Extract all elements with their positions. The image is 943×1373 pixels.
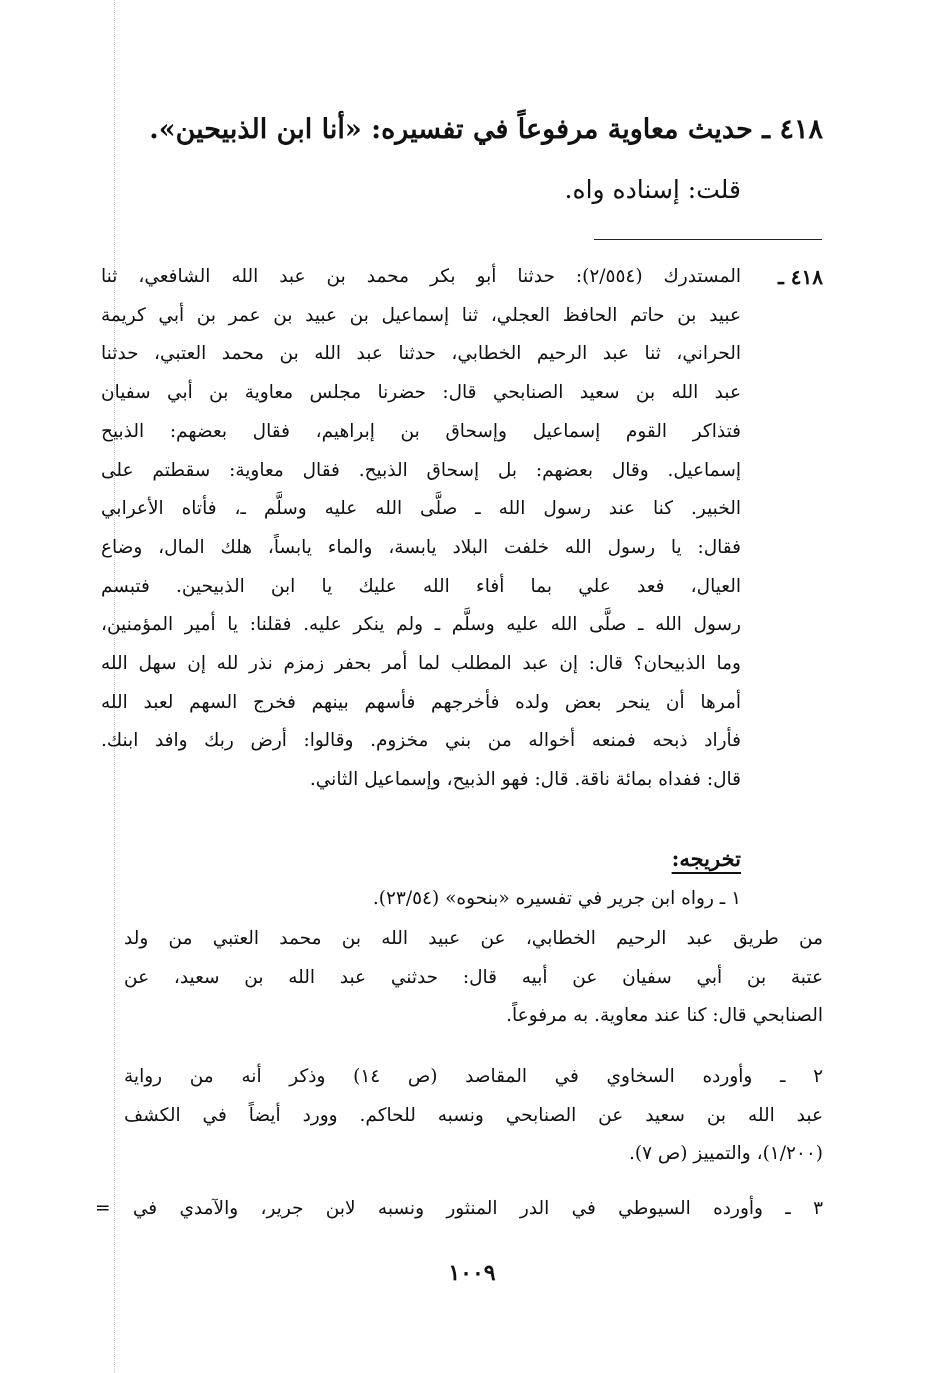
page-number: ١٠٠٩	[448, 1260, 496, 1286]
hadith-heading: ٤١٨ ـ حديث معاوية مرفوعاً في تفسيره: «أنا ابن الذبيحين».	[149, 114, 823, 145]
footnote-separator	[594, 239, 822, 240]
footnote-line: أمرها أن ينحر بعض ولده فأخرجهم فأسهم بينهم فخرج السهم لعبد الله	[101, 691, 741, 713]
footnote-line: فقال: يا رسول الله خلفت البلاد يابسة، والماء يابساً، هلك المال، وضاع	[101, 536, 741, 558]
footnote-line: وما الذبيحان؟ قال: إن عبد المطلب لما أمر بحفر زمزم نذر لله إن سهل الله	[101, 653, 741, 675]
footnote-line: فأراد ذبحه فمنعه أخواله من بني مخزوم. وقالوا: أرض ربك وافد ابنك.	[101, 730, 741, 752]
footnote-line: قال: ففداه بمائة ناقة. قال: فهو الذبيح، وإسماعيل الثاني.	[309, 769, 741, 791]
footnote-body	[101, 258, 741, 800]
takhrij-line: من طريق عبد الرحيم الخطابي، عن عبيد الله بن محمد العتبي من ولد	[124, 928, 823, 949]
takhrij-item-3	[95, 1190, 823, 1229]
takhrij-line: عتبة بن أبي سفيان عن أبيه قال: حدثني عبد الله بن سعيد، عن	[124, 966, 823, 988]
footnote-line: العيال، فعد علي بما أفاء الله عليك يا ابن الذبيحين. فتبسم	[101, 575, 741, 597]
takhrij-line: ٣ ـ وأورده السيوطي في الدر المنثور ونسبه لابن جرير، والآمدي في =	[95, 1198, 823, 1219]
footnote-line: فتذاكر القوم إسماعيل وإسحاق بن إبراهيم، فقال بعضهم: الذبيح	[101, 420, 741, 442]
takhrij-line: ١ ـ رواه ابن جرير في تفسيره «بنحوه» (٢٣/٥٤).	[372, 888, 741, 909]
takhrij-line: (١/٢٠٠)، والتمييز (ص ٧).	[628, 1143, 823, 1164]
footnote-line: عبد الله بن سعيد الصنابحي قال: حضرنا مجلس معاوية بن أبي سفيان	[101, 382, 741, 404]
footnote-line: إسماعيل. وقال بعضهم: بل إسحاق الذبيح. فقال معاوية: سقطتم على	[101, 459, 741, 481]
verdict-line: قلت: إسناده واه.	[564, 175, 741, 204]
footnote-line: عبيد بن حاتم الحافظ العجلي، ثنا إسماعيل بن عبيد بن عمر بن أبي كريمة	[101, 304, 741, 326]
takhrij-item-2	[124, 1058, 823, 1174]
footnote-number: ٤١٨ ـ	[777, 265, 823, 289]
takhrij-item-1-continued	[124, 920, 823, 1036]
takhrij-item-1	[124, 880, 741, 919]
takhrij-line: الصنابحي قال: كنا عند معاوية. به مرفوعاً.	[506, 1005, 823, 1026]
takhrij-title: تخريجه:	[671, 846, 741, 871]
footnote-line: الخبير. كنا عند رسول الله ـ صلَّى الله عليه وسلَّم ـ، فأتاه الأعرابي	[101, 498, 741, 520]
takhrij-line: عبد الله بن سعيد عن الصنابحي ونسبه للحاكم. وورد أيضاً في الكشف	[124, 1104, 823, 1126]
footnote-line: المستدرك (٢/٥٥٤): حدثنا أبو بكر محمد بن عبد الله الشافعي، ثنا	[101, 266, 741, 287]
footnote-line: رسول الله ـ صلَّى الله عليه وسلَّم ـ ولم ينكر عليه. فقلنا: يا أمير المؤمنين،	[101, 614, 741, 636]
footnote-line: الحراني، ثنا عبد الرحيم الخطابي، حدثنا عبد الله بن محمد العتبي، حدثنا	[101, 343, 741, 365]
takhrij-line: ٢ ـ وأورده السخاوي في المقاصد (ص ١٤) وذكر أنه من رواية	[124, 1066, 823, 1087]
